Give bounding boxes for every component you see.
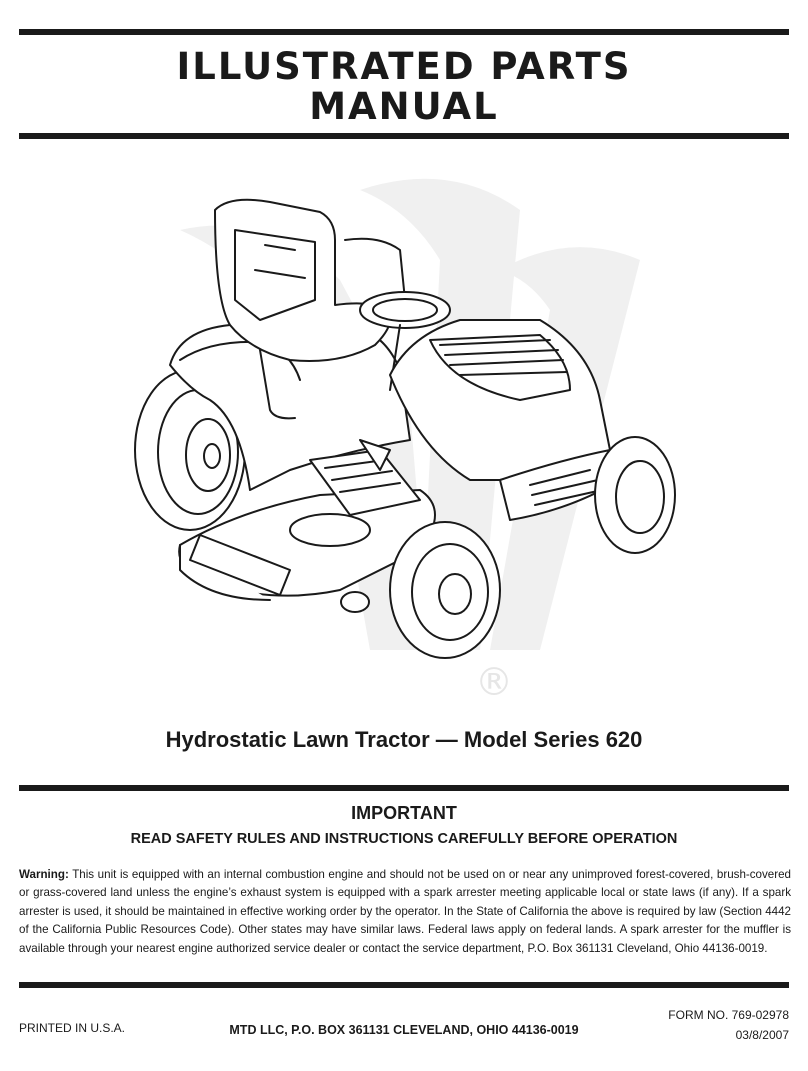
front-right-wheel xyxy=(595,437,675,553)
section-rule xyxy=(19,785,789,791)
warning-label: Warning: xyxy=(19,868,69,881)
warning-text: This unit is equipped with an internal combustion engine and should not be used on or near any unimproved forest-covered, brush-covered or grass-covered land unless the engine’s exhaust system is equipped with a spark arrester meeting applicable local or state laws (if any). If a spark arrester is used, it should be maintained in effective working order by the operator. In the State of California the above is required by law (Section 4442 of the California Public Resources Code). Other states may have similar laws. Federal laws apply on federal lands. A spark arrester for the muffler is available through your nearest engine authorized service dealer or contact the service department, P.O. Box 361131 Cleveland, Ohio 44136-0019. xyxy=(19,868,791,955)
manual-title-line1: ILLUSTRATED PARTS xyxy=(176,45,632,88)
seat xyxy=(215,200,405,361)
safety-subheading: READ SAFETY RULES AND INSTRUCTIONS CAREFULLY BEFORE OPERATION xyxy=(130,831,678,847)
form-number: FORM NO. 769-02978 xyxy=(668,1008,789,1022)
company-address: MTD LLC, P.O. BOX 361131 CLEVELAND, OHIO 44136-0019 xyxy=(229,1023,579,1037)
product-title: Hydrostatic Lawn Tractor — Model Series 620 xyxy=(165,727,643,752)
title-bottom-rule xyxy=(19,133,789,139)
manual-title-line2: MANUAL xyxy=(309,85,499,128)
important-heading: IMPORTANT xyxy=(351,803,457,823)
footer-rule xyxy=(19,982,789,988)
printed-in: PRINTED IN U.S.A. xyxy=(19,1021,126,1035)
lawn-tractor-illustration xyxy=(120,150,700,710)
form-info xyxy=(668,1005,789,1045)
registered-mark: ® xyxy=(475,660,513,704)
top-rule xyxy=(19,29,789,35)
front-wheel xyxy=(390,522,500,658)
form-date: 03/8/2007 xyxy=(735,1028,789,1042)
warning-paragraph xyxy=(19,866,791,958)
